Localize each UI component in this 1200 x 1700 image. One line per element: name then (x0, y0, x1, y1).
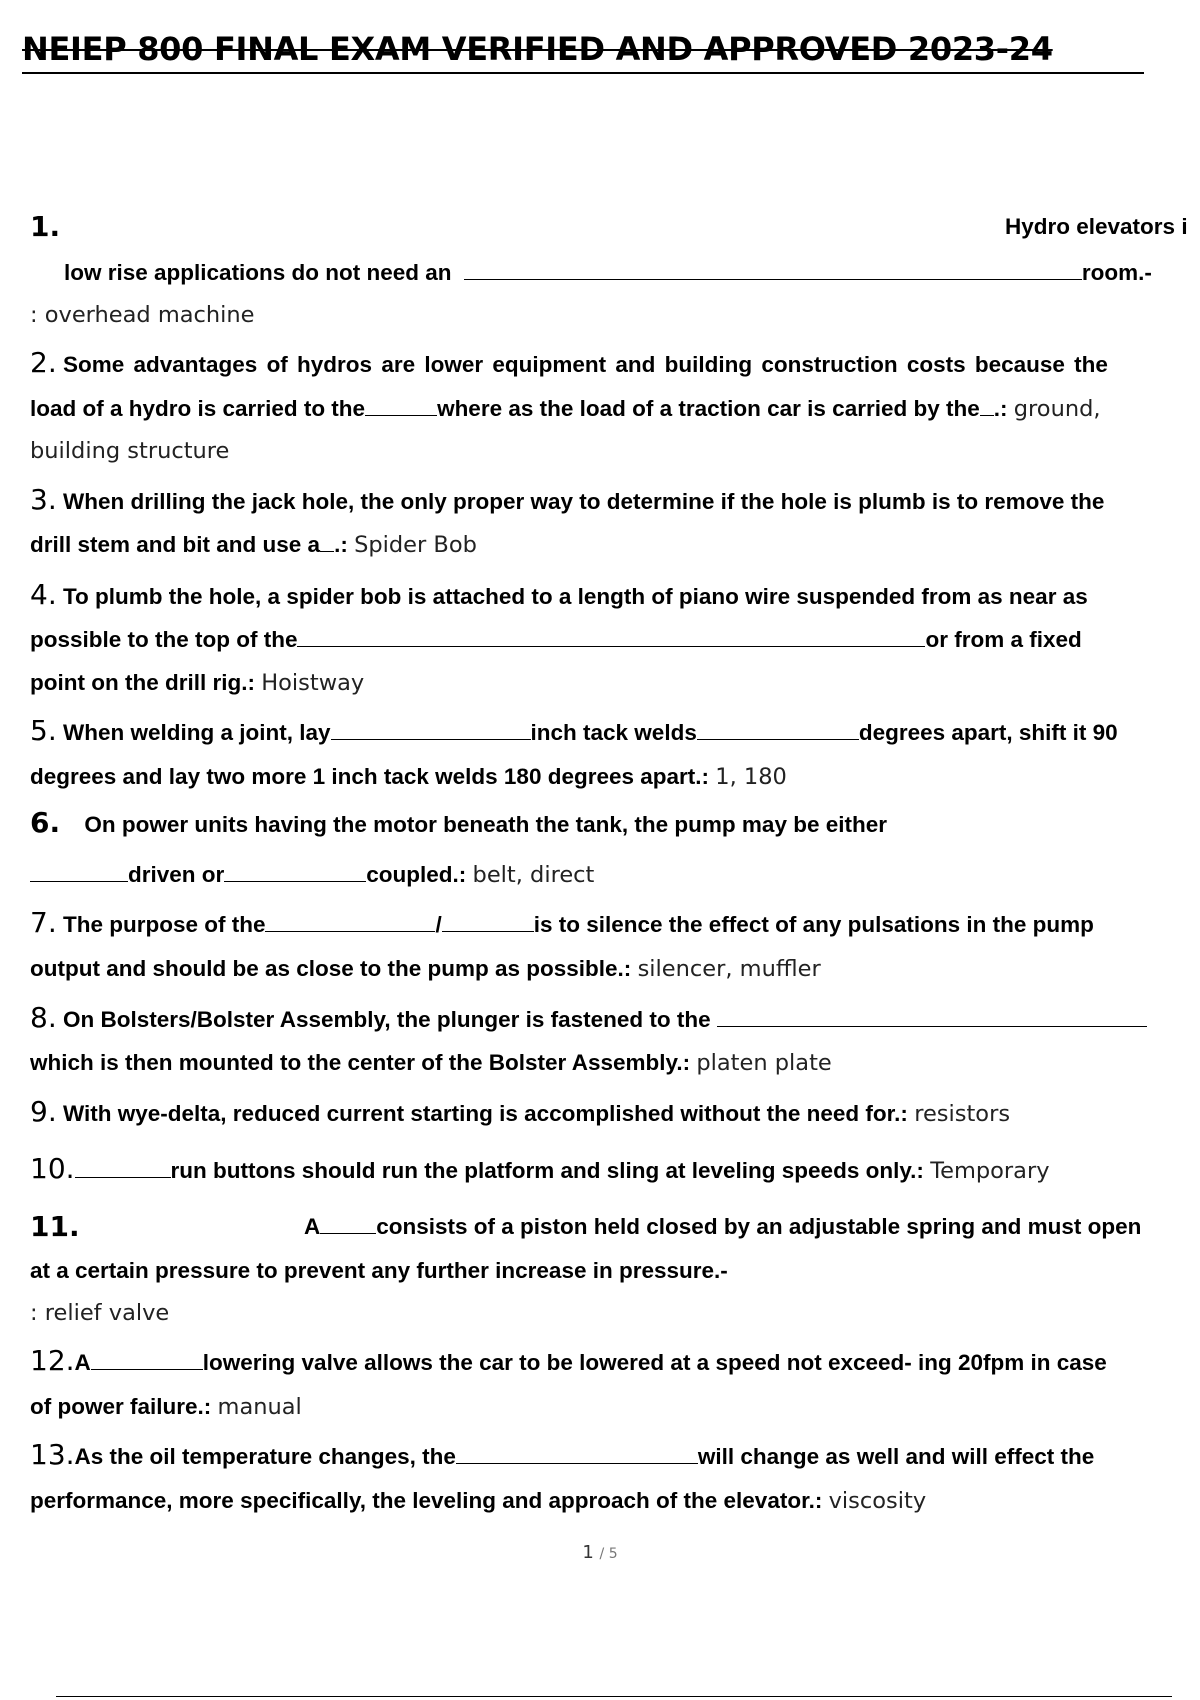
answer-blank (464, 259, 1082, 280)
answer-blank (297, 626, 925, 647)
question-number: 9. (30, 1097, 57, 1127)
question-7 (30, 908, 1200, 938)
question-text: low rise applications do not need an (64, 260, 452, 285)
question-text: With wye-delta, reduced current starting is accomplished without the need for (62, 1101, 895, 1126)
question-text: or from a fixed (925, 627, 1082, 652)
answer-blank (320, 1213, 376, 1234)
question-text: performance, more specifically, the leveling and approach of the elevator.: (30, 1488, 823, 1513)
title-text: NEIEP 800 FINAL EXAM VERIFIED AND APPROVED 2023-24 (22, 30, 1053, 68)
footer-divider (56, 1696, 1172, 1697)
question-number: 5. (30, 716, 57, 746)
question-text: point on the drill rig.: (30, 670, 255, 695)
question-text: will change as well and will effect the (697, 1444, 1095, 1469)
page-indicator (0, 1542, 1200, 1563)
question-text: As the oil temperature changes, the (74, 1444, 456, 1469)
answer-text: manual (217, 1394, 302, 1420)
question-text: driven or (128, 862, 225, 887)
question-text: On power units having the motor beneath the tank, the pump may be either (84, 812, 887, 837)
question-number: 13. (30, 1440, 75, 1470)
question-number: 11. (30, 1212, 80, 1242)
answer-blank (980, 395, 994, 416)
question-text: To plumb the hole, a spider bob is attached to a length of piano wire suspended from as near as (62, 584, 1088, 609)
question-8-line-2 (30, 1048, 1200, 1078)
page-title (22, 30, 1144, 74)
question-11 (30, 1212, 1200, 1242)
answer-blank (697, 719, 859, 740)
question-12 (30, 1346, 1200, 1376)
question-11-answer-line (30, 1298, 1200, 1328)
question-text: .: (334, 532, 348, 557)
question-text: load of a hydro is carried to the (30, 396, 366, 421)
question-text: consists of a piston held closed by an adjustable spring and must open (376, 1214, 1142, 1239)
question-number: 10. (30, 1154, 75, 1184)
question-text: inch tack welds (530, 720, 697, 745)
answer-text: : overhead machine (30, 302, 255, 328)
question-3-line-2 (30, 530, 1200, 560)
question-1-line-2 (30, 258, 1200, 288)
question-2-answer-line (30, 436, 1200, 466)
question-number: 2. (30, 348, 57, 378)
question-1-answer-line (30, 300, 1200, 330)
answer-text: Temporary (930, 1158, 1050, 1184)
question-text: A (74, 1350, 91, 1375)
answer-blank (442, 911, 534, 932)
question-2 (30, 348, 1200, 378)
question-text: On Bolsters/Bolster Assembly, the plunger is fastened to the (62, 1007, 711, 1032)
answer-text: Spider Bob (354, 532, 477, 558)
question-5-line-2 (30, 762, 1200, 792)
answer-blank (265, 911, 435, 932)
page-total: / 5 (599, 1546, 618, 1562)
question-text: degrees and lay two more 1 inch tack welds 180 degrees apart.: (30, 764, 710, 789)
answer-blank (75, 1157, 171, 1178)
question-number: 3. (30, 485, 57, 515)
question-5 (30, 716, 1200, 746)
question-text: at a certain pressure to prevent any further increase in pressure.- (30, 1258, 728, 1283)
question-number: 12. (30, 1346, 75, 1376)
question-12-line-2 (30, 1392, 1200, 1422)
question-3 (30, 485, 1200, 515)
question-13-line-2 (30, 1486, 1200, 1516)
question-text: degrees apart, shift it 90 (858, 720, 1118, 745)
answer-blank (456, 1443, 698, 1464)
answer-blank (320, 531, 334, 552)
answer-blank (91, 1349, 203, 1370)
answer-text: 1, 180 (715, 764, 787, 790)
question-text: of power failure.: (30, 1394, 212, 1419)
answer-blank (224, 861, 366, 882)
question-text: When drilling the jack hole, the only proper way to determine if the hole is plumb is to remove the (62, 489, 1105, 514)
answer-blank (30, 861, 128, 882)
answer-text: ground, (1013, 396, 1101, 422)
question-text: run buttons should run the platform and sling at leveling speeds only.: (170, 1158, 924, 1183)
question-9 (30, 1097, 1200, 1127)
question-number: 4. (30, 580, 57, 610)
question-text: output and should be as close to the pump as possible.: (30, 956, 632, 981)
page-current: 1 (582, 1542, 594, 1563)
question-number: 8. (30, 1003, 57, 1033)
question-text: possible to the top of the (30, 627, 298, 652)
answer-text: resistors (914, 1101, 1011, 1127)
question-text: / (435, 912, 442, 937)
answer-text: building structure (30, 438, 230, 464)
question-1 (30, 212, 1200, 242)
answer-text: : relief valve (30, 1300, 170, 1326)
question-4 (30, 580, 1200, 610)
answer-text: belt, direct (472, 862, 595, 888)
answer-text: silencer, muffler (637, 956, 821, 982)
question-8 (30, 1003, 1200, 1033)
question-6 (30, 808, 1200, 838)
question-text: coupled.: (366, 862, 467, 887)
question-10 (30, 1154, 1200, 1184)
question-text: where as the load of a traction car is carried by the (437, 396, 980, 421)
question-7-line-2 (30, 954, 1200, 984)
question-number: 7. (30, 908, 57, 938)
question-text: .: (894, 1101, 908, 1126)
question-text: room.- (1081, 260, 1152, 285)
answer-blank (365, 395, 437, 416)
question-text: which is then mounted to the center of the Bolster Assembly.: (30, 1050, 691, 1075)
answer-blank (717, 1006, 1147, 1027)
question-2-line-2 (30, 394, 1200, 424)
question-6-line-2 (30, 860, 1200, 890)
answer-text: Hoistway (261, 670, 365, 696)
question-text: The purpose of the (62, 912, 266, 937)
question-number: 6. (30, 808, 61, 838)
answer-blank (331, 719, 531, 740)
question-text: A (304, 1214, 321, 1239)
answer-text: platen plate (696, 1050, 832, 1076)
question-11-line-2 (30, 1256, 1200, 1286)
question-text: When welding a joint, lay (62, 720, 331, 745)
question-4-line-2 (30, 625, 1200, 655)
question-number: 1. (30, 212, 61, 242)
question-4-line-3 (30, 668, 1200, 698)
question-13 (30, 1440, 1200, 1470)
question-text: drill stem and bit and use a (30, 532, 321, 557)
question-text: .: (993, 396, 1008, 421)
question-text: is to silence the effect of any pulsations in the pump (533, 912, 1094, 937)
question-text: Some advantages of hydros are lower equipment and building construction costs because the (62, 352, 1108, 377)
question-text: Hydro elevators i (1005, 214, 1188, 239)
question-text: lowering valve allows the car to be lowered at a speed not exceed- ing 20fpm in case (202, 1350, 1107, 1375)
answer-text: viscosity (828, 1488, 927, 1514)
